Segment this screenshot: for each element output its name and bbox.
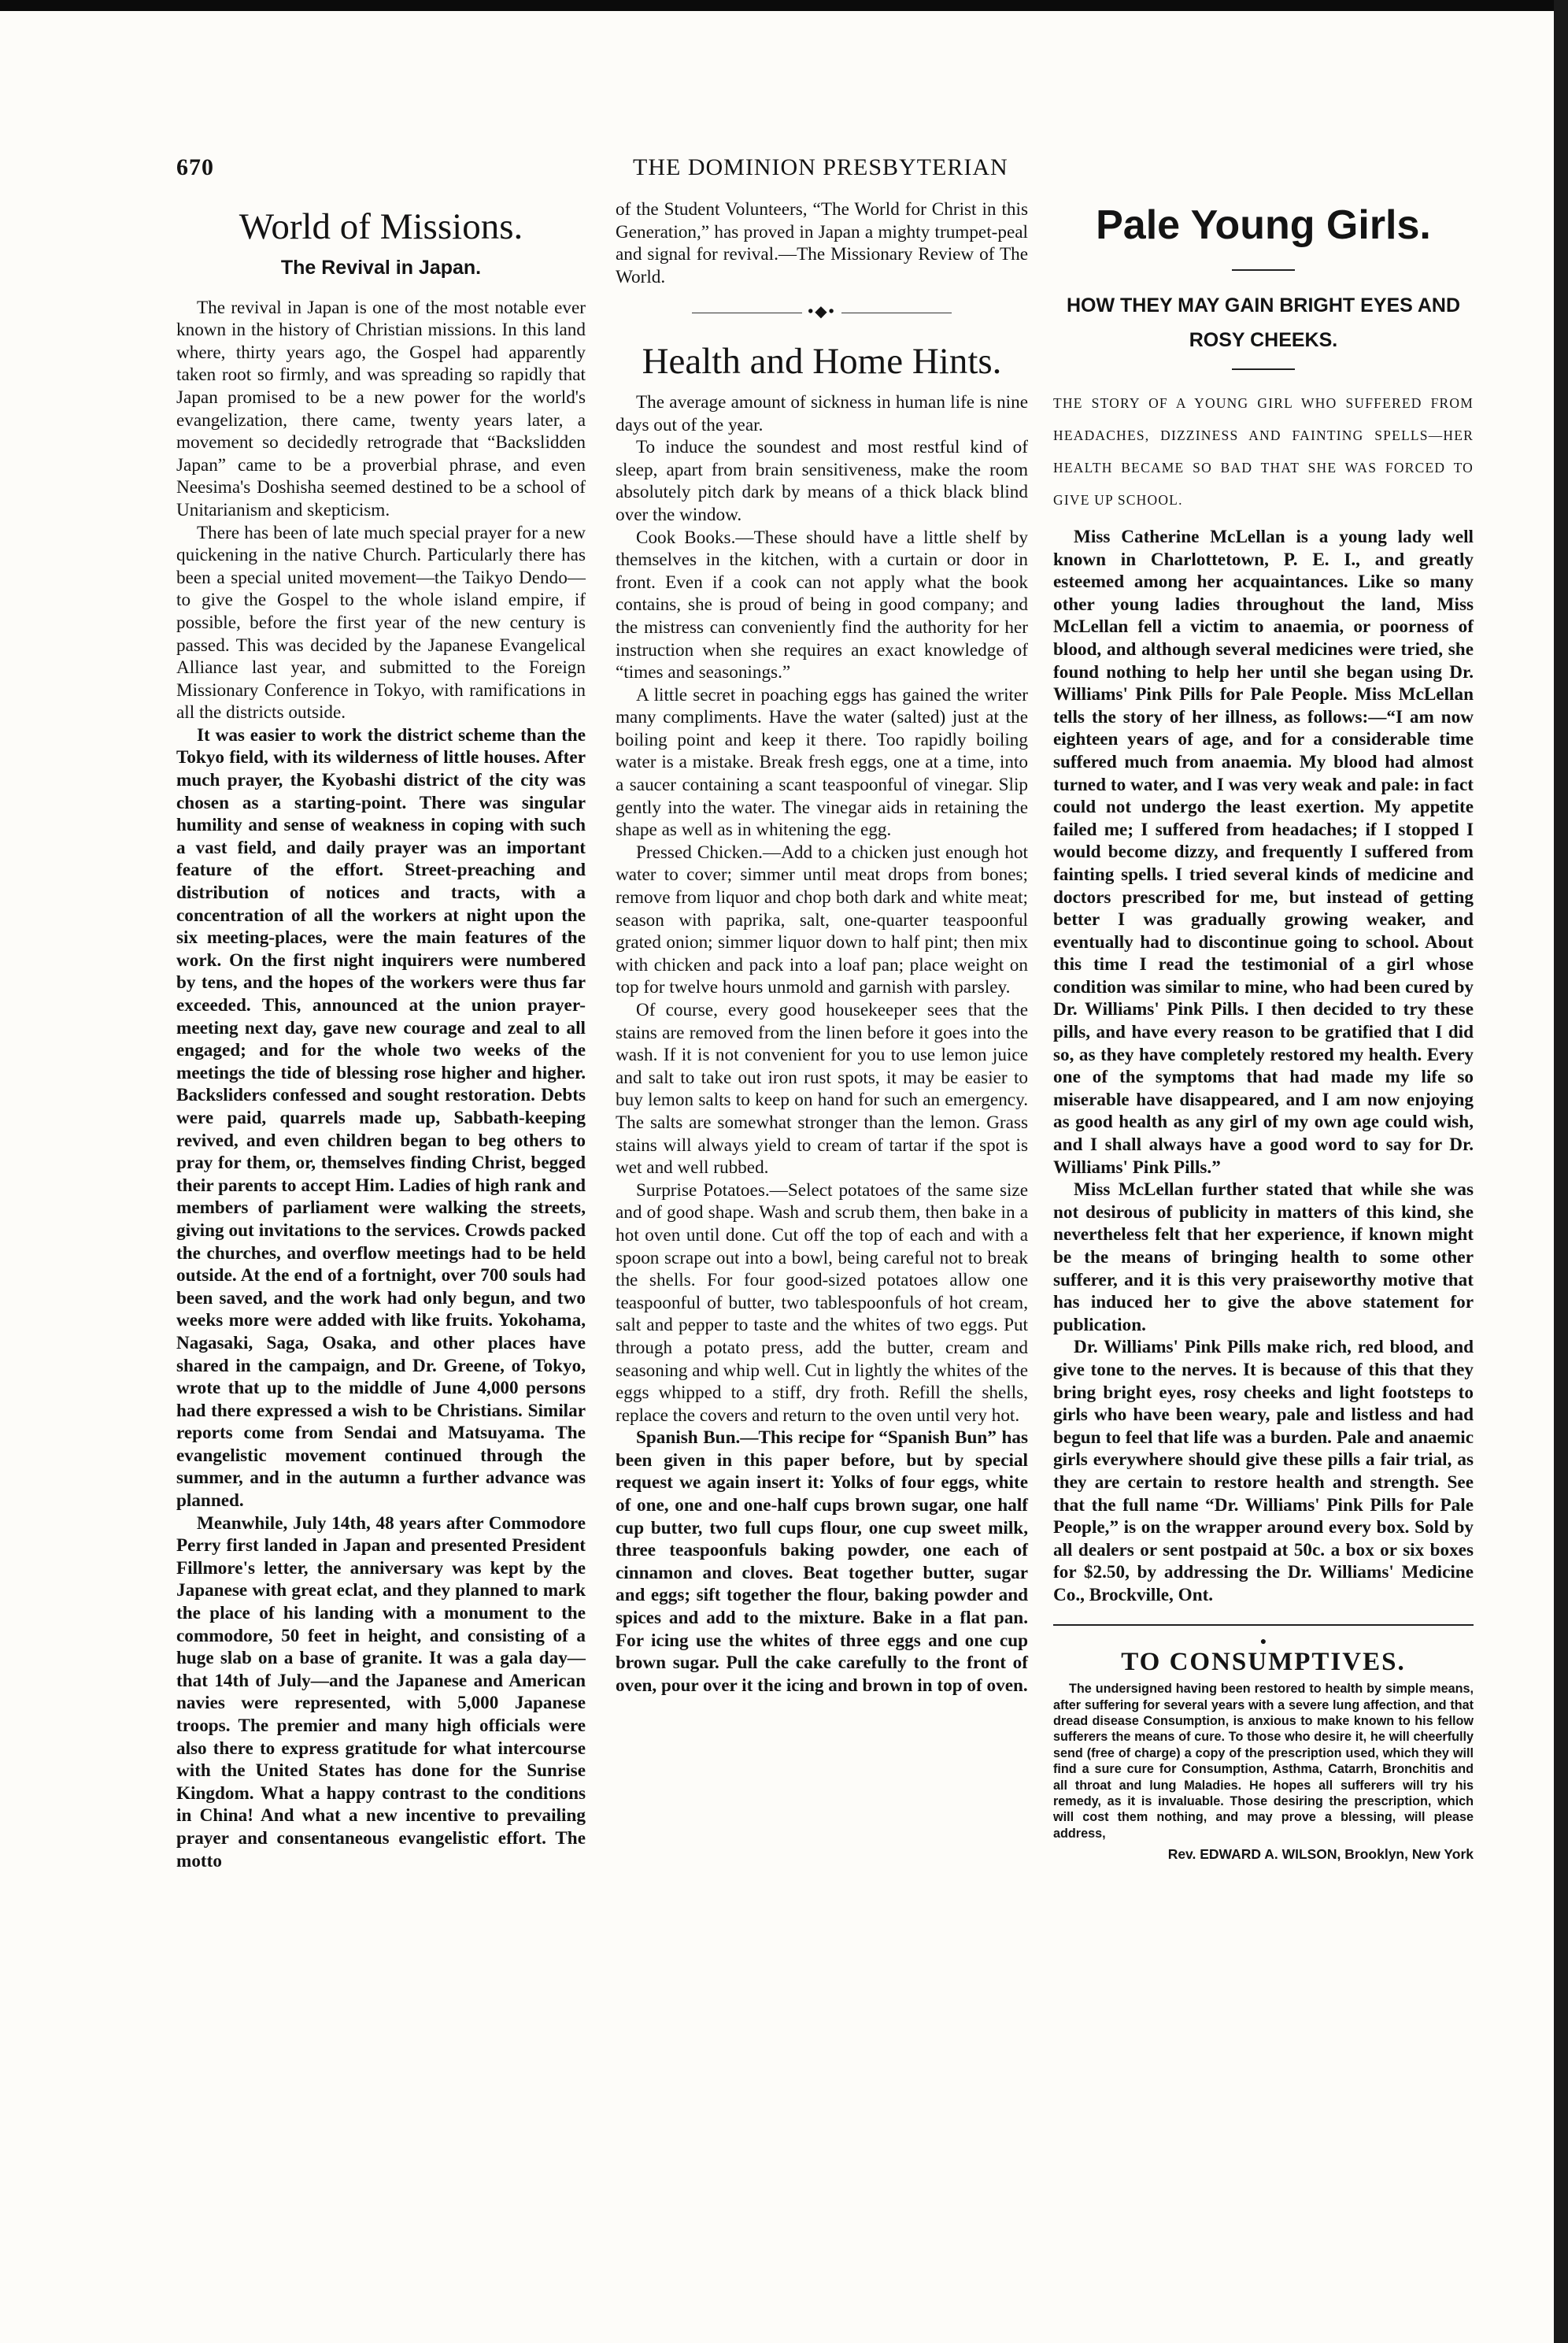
- paragraph: Miss Catherine McLellan is a young lady well known in Charlottetown, P. E. I., and greatly esteemed among her acquaintances. Like so many other young ladies throughout the land, Miss McLellan fell a victim to anaemia, or poorness of blood, and although several medicines were tried, she found nothing to help her until she began using Dr. Williams' Pink Pills for Pale People. Miss McLellan tells the story of her illness, as follows:—“I am now eighteen years of age, and for a considerable time suffered much from anaemia. My blood had almost turned to water, and I was very weak and pale: in fact could not undergo the least exertion. My appetite failed me; I suffered from headaches; if I stopped I would become dizzy, and frequently I suffered from fainting spells. I tried several kinds of medicine and doctors prescribed for me, but instead of getting better I was gradually growing weaker, and eventually had to discontinue going to school. About this time I read the testimonial of a girl whose condition was similar to mine, who had been cured by Dr. Williams' Pink Pills. I then decided to try these pills, and have every reason to be gratified that I did so, as they have completely restored my health. Every one of the symptoms that had made my life so miserable have disappeared, and I am now enjoying as good health as any girl of my own age could wish, and I shall always have a good word to say for Dr. Williams' Pink Pills.”: [1053, 527, 1474, 1178]
- scan-right-border: [1554, 0, 1568, 2343]
- scan-top-border: [0, 0, 1568, 11]
- paragraph: Cook Books.—These should have a little shelf by themselves in the kitchen, with a curtain or door in front. Even if a cook can not apply what the book contains, she is proud of being in good company; and the mistress can conveniently find the authority for her instruction when she requires an exact knowledge of “times and seasonings.”: [616, 527, 1028, 683]
- section-title-health: Health and Home Hints.: [642, 340, 1002, 382]
- consumptives-body: The undersigned having been restored to health by simple means, after suffering for several years with a severe lung affection, and that dread disease Consumption, is anxious to make known to his fellow sufferers the means of cure. To those who desire it, he will cheerfully send (free of charge) a copy of the prescription used, which they will find a sure cure for Consumption, Asthma, Catarrh, Bronchitis and all throat and lung Maladies. He hopes all sufferers will try his remedy, as it is invaluable. Those desiring the prescription, which will cost them nothing, and may prove a blessing, will please address,: [1053, 1682, 1474, 1841]
- paragraph: To induce the soundest and most restful kind of sleep, apart from brain sensitiveness, make the room absolutely pitch dark by means of a thick black blind over the window.: [616, 437, 1028, 525]
- paragraph: Pressed Chicken.—Add to a chicken just enough hot water to cover; simmer until meat drops from bones; remove from liquor and chop both dark and white meat; season with paprika, salt, one-quarter teaspoonful grated onion; simmer liquor down to half pint; then mix with chicken and pack into a loaf pan; place weight on top for twelve hours unmold and garnish with parsley.: [616, 842, 1028, 998]
- divider: [1053, 1624, 1474, 1626]
- paragraph: The average amount of sickness in human life is nine days out of the year.: [616, 391, 1028, 435]
- paragraph: It was easier to work the district scheme than the Tokyo field, with its wilderness of little houses. After much prayer, the Kyobashi district of the city was chosen as a starting-point. There was singular humility and sense of weakness in coping with such a vast field, and daily prayer was an important feature of the effort. Street-preaching and distribution of notices and tracts, with a concentration of all the workers at night upon the six meeting-places, were the main features of the work. On the first night inquirers were numbered by tens, and the hopes of the workers were thus far exceeded. This, announced at the union prayer-meeting next day, gave new courage and zeal to all engaged; and for the whole two weeks of the meetings the tide of blessing rose higher and higher. Backsliders confessed and sought restoration. Debts were paid, quarrels made up, Sabbath-keeping revived, and even children began to beg others to pray for them, or, themselves finding Christ, begged their parents to accept Him. Ladies of high rank and members of parliament were walking the streets, giving out invitations to the services. Crowds packed the churches, and overflow meetings had to be held outside. At the end of a fortnight, over 700 souls had been saved, and the work had only begun, and two weeks more were added with like fruits. Yokohama, Nagasaki, Saga, Osaka, and other places have shared in the campaign, and Dr. Greene, of Tokyo, wrote that up to the middle of June 4,000 persons had there expressed a wish to be Christians. Similar reports come from Sendai and Matsuyama. The evangelistic movement continued through the summer, and in the autumn a further advance was planned.: [176, 724, 586, 1512]
- column-missions: [176, 198, 586, 1872]
- section-divider: [616, 301, 1028, 324]
- consumptives-title: TO CONSUMPTIVES.: [1121, 1647, 1406, 1676]
- article-title-revival: The Revival in Japan.: [280, 257, 482, 279]
- ad-summary: THE STORY OF A YOUNG GIRL WHO SUFFERED FROM HEADACHES, DIZZINESS AND FAINTING SPELLS—HER HEALTH BECAME SO BAD THAT SHE WAS FORCED TO GIVE UP SCHOOL.: [1053, 395, 1474, 508]
- running-head: [176, 154, 1459, 186]
- paragraph: Spanish Bun.—This recipe for “Spanish Bun” has been given in this paper before, but by special request we again insert it: Yolks of four eggs, white of one, one and one-half cups brown sugar, one half cup butter, two full cups flour, one cup sweet milk, three teaspoonfuls baking powder, one each of cinnamon and cloves. Beat together butter, sugar and eggs; sift together the flour, baking powder and spices and add to the mixture. Bake in a flat pan. For icing use the whites of three eggs and one cup brown sugar. Pull the cake carefully to the front of oven, pour over it the icing and brown in top of oven.: [616, 1427, 1028, 1696]
- column-health: [616, 198, 1028, 1697]
- ad-subtitle: HOW THEY MAY GAIN BRIGHT EYES AND ROSY CHEEKS.: [1066, 294, 1461, 351]
- consumptives-signature: Rev. EDWARD A. WILSON, Brooklyn, New York: [1167, 1846, 1474, 1863]
- divider: [1232, 269, 1295, 271]
- paragraph: Surprise Potatoes.—Select potatoes of the same size and of good shape. Wash and scrub them, then bake in a hot oven until done. Cut off the top of each and with a spoon scrape out into a bowl, being careful not to break the shells. For four good-sized potatoes allow one teaspoonful of butter, two tablespoonfuls of hot cream, salt and pepper to taste and the whites of two eggs. Put through a potato press, add the butter, cream and seasoning and whip well. Cut in lightly the whites of the eggs whipped to a stiff, dry froth. Refill the shells, replace the covers and return to the oven until very hot.: [616, 1179, 1028, 1426]
- continuation-paragraph: of the Student Volunteers, “The World for Christ in this Generation,” has proved in Japan a mighty trumpet-peal and signal for revival.—The Missionary Review of The World.: [616, 199, 1028, 287]
- page-number: 670: [176, 154, 214, 180]
- paragraph: Meanwhile, July 14th, 48 years after Commodore Perry first landed in Japan and presented President Fillmore's letter, the anniversary was kept by the Japanese with great eclat, and they planned to mark the place of his landing with a monument to the commodore, 50 feet in height, and consisting of a huge slab on a base of granite. It was a gala day—that 14th of July—and the Japanese and American navies were represented, with 5,000 Japanese troops. The premier and many high officials were also there to express gratitude for what intercourse with the United States has done for the Sunrise Kingdom. What a happy contrast to the conditions in China! And what a new incentive to prevailing prayer and consentaneous evangelistic effort. The motto: [176, 1512, 586, 1871]
- journal-title: THE DOMINION PRESBYTERIAN: [633, 154, 1008, 180]
- divider-ornament: •◆•: [808, 303, 836, 321]
- section-title-missions: World of Missions.: [239, 206, 523, 247]
- column-advertisements: [1053, 198, 1474, 1866]
- paragraph: There has been of late much special prayer for a new quickening in the native Church. Particularly there has been a special united movement—the Taikyo Dendo—to give the Gospel to the whole island empire, if possible, before the first year of the new century is passed. This was decided by the Japanese Evangelical Alliance last year, and submitted to the Foreign Missionary Conference in Tokyo, with ramifications in all the districts outside.: [176, 522, 586, 724]
- bullet-icon: ●: [1259, 1635, 1267, 1648]
- paragraph: The revival in Japan is one of the most notable ever known in the history of Christian missions. In this land where, thirty years ago, the Gospel had apparently taken root so firmly, and was spreading so rapidly that Japan promised to be a new power for the world's evangelization, there came, twenty years later, a movement so decidedly retrograde that “Backslidden Japan” came to be a proverbial phrase, and even Neesima's Doshisha seemed destined to be a school of Unitarianism and skepticism.: [176, 297, 586, 520]
- paragraph: A little secret in poaching eggs has gained the writer many compliments. Have the water (salted) just at the boiling point and keep it there. Too rapidly boiling water is a mistake. Break fresh eggs, one at a time, into a saucer containing a scant teaspoonful of vinegar. Slip gently into the water. The vinegar aids in retaining the shape as well as in whitening the egg.: [616, 684, 1028, 841]
- ad-title: Pale Young Girls.: [1096, 202, 1431, 248]
- paragraph: Dr. Williams' Pink Pills make rich, red blood, and give tone to the nerves. It is because of this that they bring bright eyes, rosy cheeks and light footsteps to girls who have been weary, pale and listless and had begun to feel that life was a burden. Pale and anaemic girls everywhere should give these pills a fair trial, as they are certain to restore health and strength. See that the full name “Dr. Williams' Pink Pills for Pale People,” is on the wrapper around every box. Sold by all dealers or sent postpaid at 50c. a box or six boxes for $2.50, by addressing the Dr. Williams' Medicine Co., Brockville, Ont.: [1053, 1337, 1474, 1605]
- divider: [1232, 368, 1295, 370]
- paragraph: Miss McLellan further stated that while she was not desirous of publicity in matters of this kind, she nevertheless felt that her experience, if known might be the means of bringing health to some other sufferer, and it is this very praiseworthy motive that has induced her to give the above statement for publication.: [1053, 1179, 1474, 1335]
- paragraph: Of course, every good housekeeper sees that the stains are removed from the linen before it goes into the wash. If it is not convenient for you to use lemon juice and salt to take out iron rust spots, it may be easier to buy lemon salts to keep on hand for such an emergency. The salts are somewhat stronger than the lemon. Grass stains will always yield to cream of tartar if the spot is wet and well rubbed.: [616, 1000, 1028, 1179]
